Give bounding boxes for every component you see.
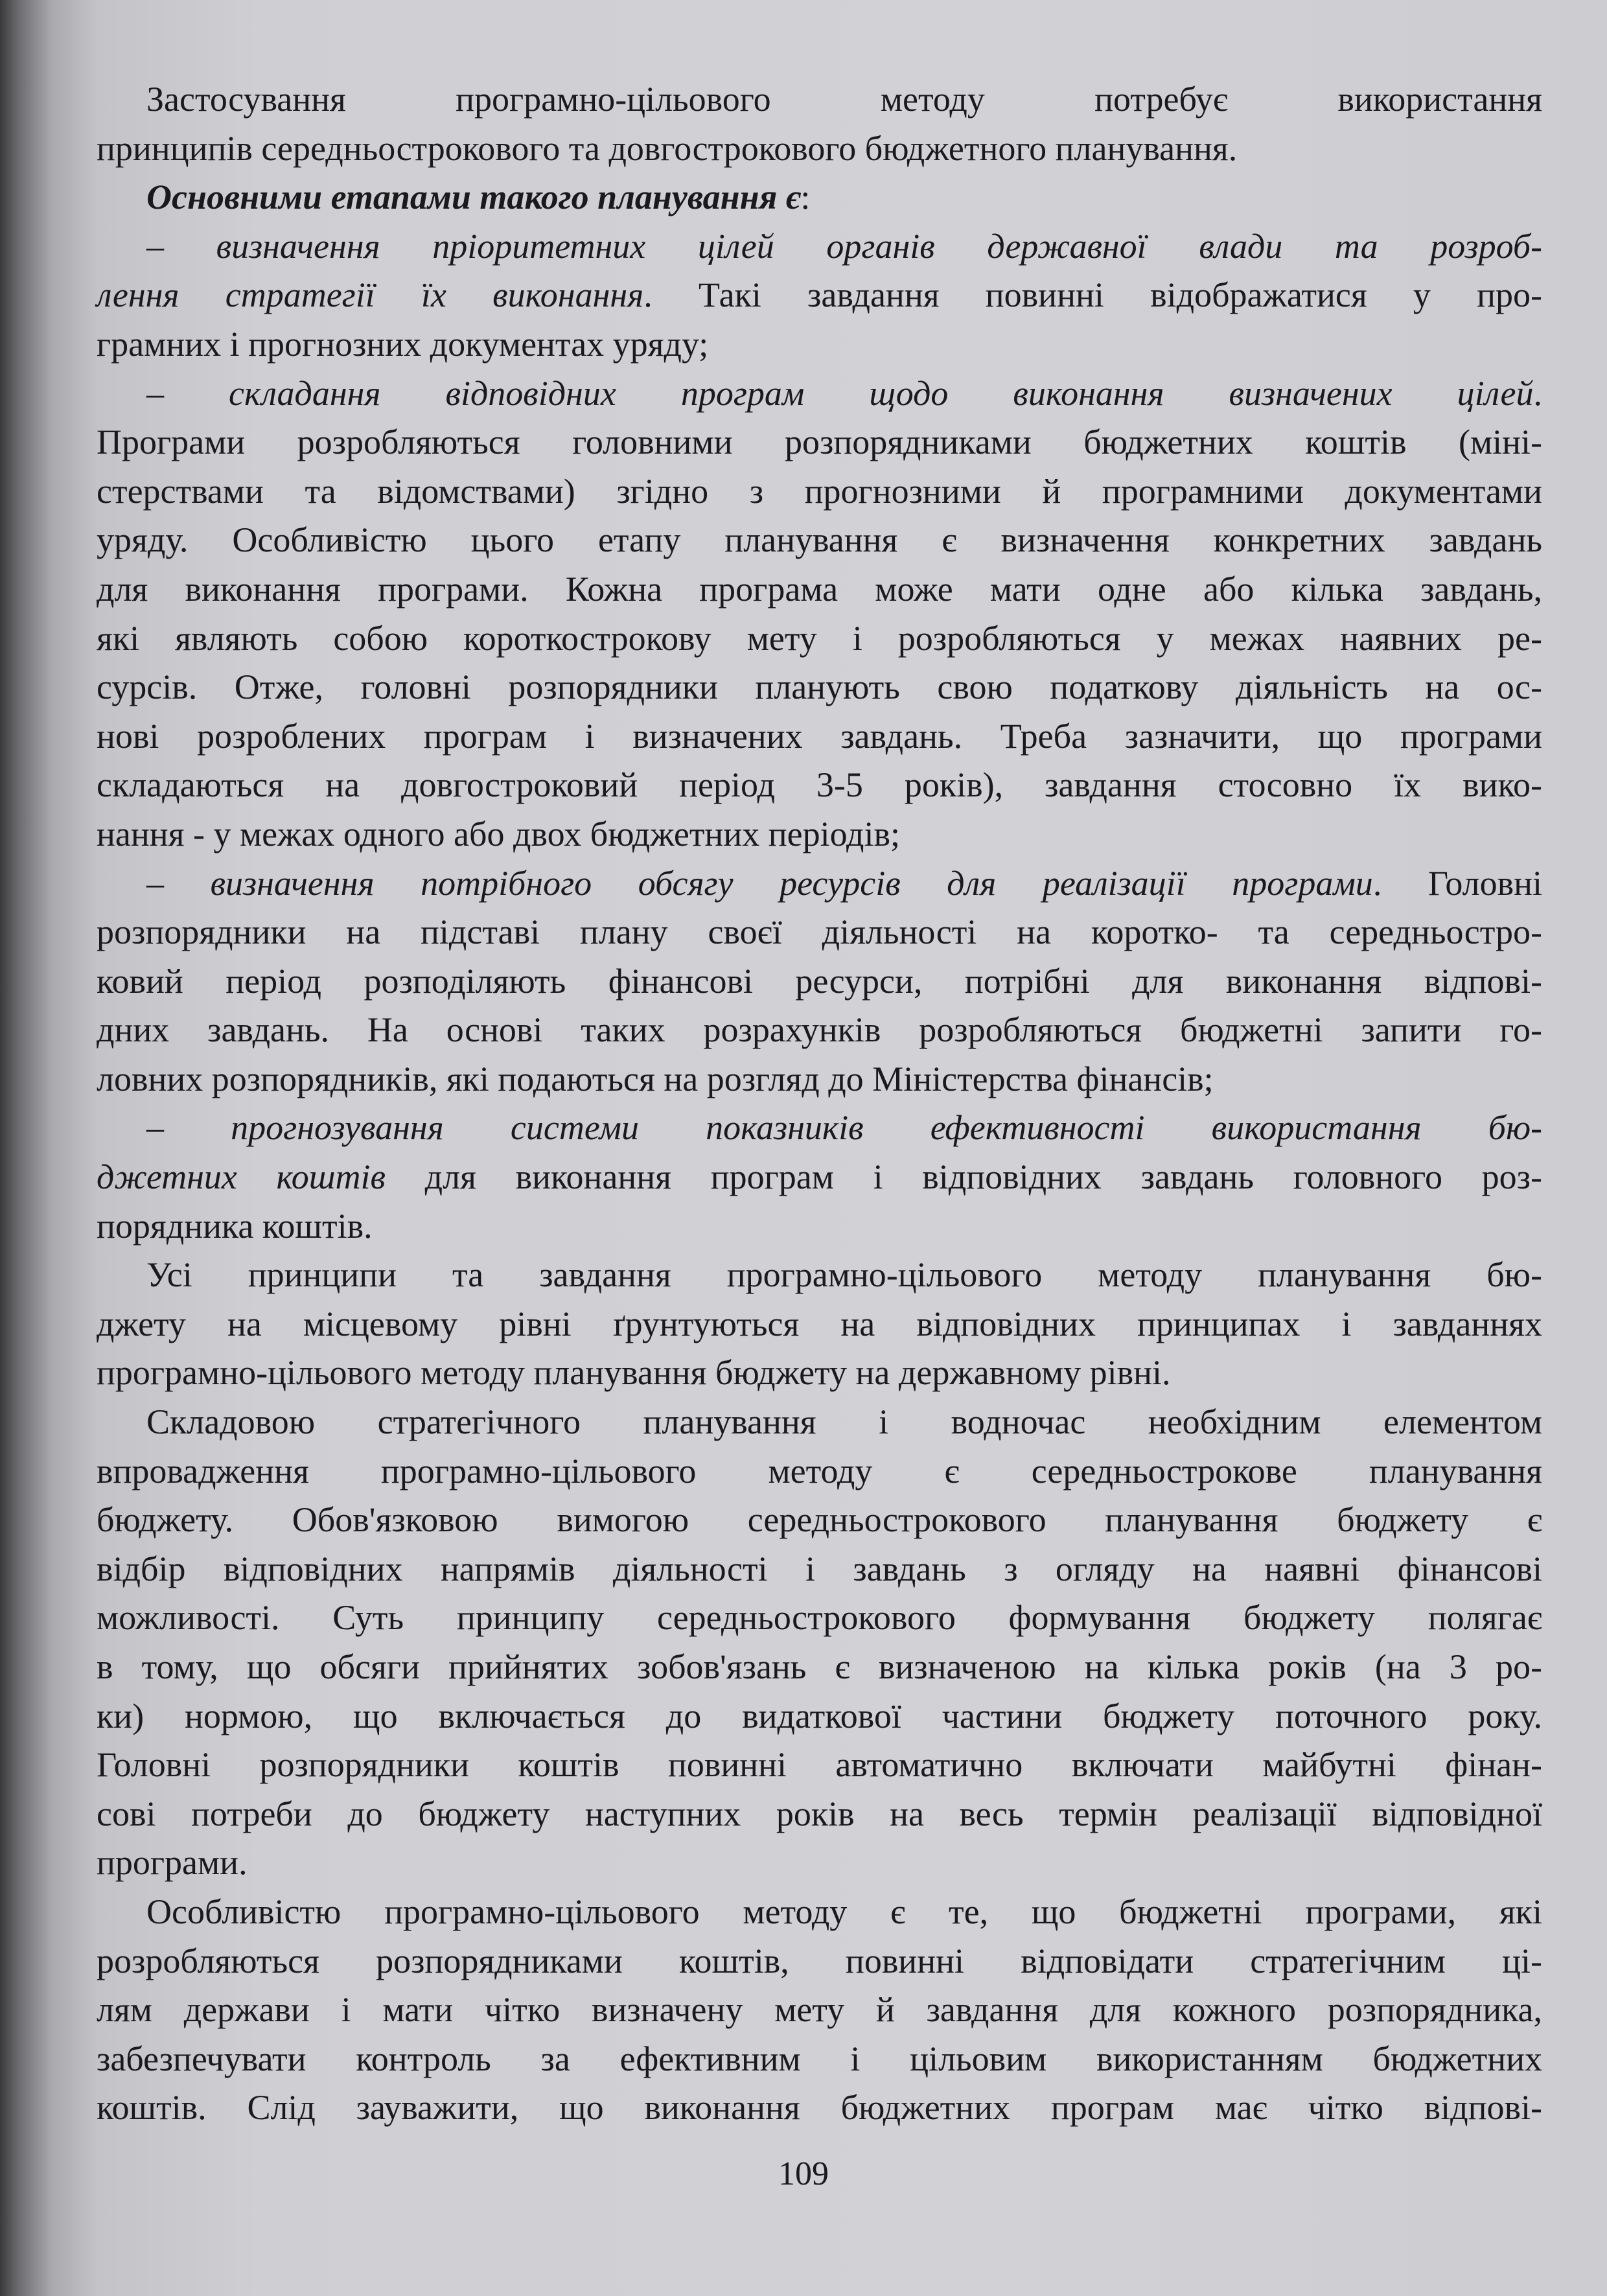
text-line <box>97 1202 1542 1251</box>
text-line <box>97 2035 1542 2084</box>
text-segment: розпорядники на підставі плану своєї діяльності на коротко- та середньостро- <box>97 912 1542 952</box>
text-segment: бюджету. Обов'язковою вимогою середньострокового планування бюджету є <box>97 1500 1542 1540</box>
text-segment: лям держави і мати чітко визначену мету й завдання для кожного розпорядника, <box>97 1990 1542 2030</box>
text-segment: програми. <box>97 1843 248 1883</box>
text-segment: Програми розробляються головними розпорядниками бюджетних коштів (міні- <box>97 423 1542 462</box>
text-segment: які являють собою короткострокову мету і розробляються у межах наявних ре- <box>97 618 1542 658</box>
text-segment: складаються на довгостроковий період 3-5 років), завдання стосовно їх вико- <box>97 765 1542 805</box>
text-segment: відбір відповідних напрямів діяльності і завдань з огляду на наявні фінансові <box>97 1549 1542 1588</box>
text-segment: сові потреби до бюджету наступних років на весь термін реалізації відповідної <box>97 1794 1542 1833</box>
italic-text-segment: лення стратегії їх виконання <box>97 275 644 315</box>
text-line <box>97 1447 1542 1496</box>
text-line <box>97 1692 1542 1741</box>
text-line <box>97 369 1542 419</box>
text-line <box>97 1153 1542 1202</box>
text-segment: ки) нормою, що включається до видаткової частини бюджету поточного року. <box>97 1696 1542 1735</box>
text-segment: Складовою стратегічного планування і водночас необхідним елементом <box>146 1402 1542 1442</box>
text-segment: грамних і прогнозних документах уряду; <box>97 324 709 364</box>
text-line <box>97 663 1542 712</box>
text-segment: Застосування програмно-цільового методу потребує використання <box>146 80 1542 119</box>
text-line <box>97 1104 1542 1153</box>
text-line <box>97 957 1542 1006</box>
text-segment: : <box>800 178 811 217</box>
text-line <box>97 614 1542 664</box>
text-segment: уряду. Особливістю цього етапу планування є визначення конкретних завдань <box>97 520 1542 560</box>
text-line <box>97 173 1542 222</box>
text-line <box>97 1790 1542 1839</box>
text-line <box>97 1496 1542 1545</box>
text-segment: . Такі завдання повинні відображатися у про- <box>643 275 1542 315</box>
text-line <box>97 1545 1542 1594</box>
text-segment: ловних розпорядників, які подаються на розгляд до Міністерства фінансів; <box>97 1059 1214 1098</box>
text-segment: Головні розпорядники коштів повинні автоматично включати майбутні фінан- <box>97 1745 1542 1785</box>
text-line <box>97 320 1542 369</box>
text-line <box>97 1838 1542 1888</box>
text-segment: впровадження програмно-цільового методу є середньострокове планування <box>97 1451 1542 1490</box>
text-segment: принципів середньострокового та довгострокового бюджетного планування. <box>97 128 1238 168</box>
text-line <box>97 1398 1542 1447</box>
italic-text-segment: – визначення пріоритетних цілей органів державної влади та розроб- <box>146 226 1542 266</box>
text-line <box>97 1741 1542 1790</box>
text-segment: стерствами та відомствами) згідно з прогнозними й програмними документами <box>97 471 1542 511</box>
text-line <box>97 222 1542 272</box>
text-segment: Особливістю програмно-цільового методу є те, що бюджетні програми, які <box>146 1892 1542 1931</box>
text-segment: Усі принципи та завдання програмно-цільового методу планування бю- <box>146 1255 1542 1295</box>
italic-text-segment: джетних коштів <box>97 1157 386 1197</box>
text-segment: забезпечувати контроль за ефективним і цільовим використанням бюджетних <box>97 2039 1542 2078</box>
text-segment: дних завдань. На основі таких розрахунків розробляються бюджетні запити го- <box>97 1010 1542 1050</box>
text-line <box>97 1888 1542 1937</box>
text-segment: розробляються розпорядниками коштів, повинні відповідати стратегічним ці- <box>97 1941 1542 1980</box>
text-line <box>97 1986 1542 2035</box>
text-line <box>97 75 1542 124</box>
text-line <box>97 565 1542 614</box>
bold-italic-text-segment: Основними етапами такого планування є <box>146 178 801 217</box>
italic-text-segment: – складання відповідних програм щодо виконання визначених цілей <box>146 373 1534 413</box>
text-line <box>97 810 1542 859</box>
text-segment: сурсів. Отже, головні розпорядники планують свою податкову діяльність на ос- <box>97 667 1542 707</box>
text-segment: можливості. Суть принципу середньострокового формування бюджету полягає <box>97 1598 1542 1638</box>
text-segment: джету на місцевому рівні ґрунтуються на відповідних принципах і завданнях <box>97 1304 1542 1343</box>
text-line <box>97 1937 1542 1986</box>
page-body-text <box>97 75 1542 2133</box>
text-segment: ковий період розподіляють фінансові ресурси, потрібні для виконання відпові- <box>97 961 1542 1001</box>
text-segment: програмно-цільового методу планування бюджету на державному рівні. <box>97 1353 1171 1393</box>
text-line <box>97 516 1542 565</box>
text-line <box>97 1594 1542 1643</box>
text-segment: . Головні <box>1372 863 1542 903</box>
text-line <box>97 467 1542 516</box>
text-line <box>97 271 1542 320</box>
text-line <box>97 418 1542 467</box>
text-segment: в тому, що обсяги прийнятих зобов'язань є визначеною на кілька років (на 3 ро- <box>97 1647 1542 1686</box>
italic-text-segment: – визначення потрібного обсягу ресурсів для реалізації програми <box>146 863 1373 903</box>
text-line <box>97 712 1542 761</box>
text-segment: . <box>1533 373 1542 413</box>
italic-text-segment: – прогнозування системи показників ефективності використання бю- <box>146 1108 1542 1148</box>
text-line <box>97 1251 1542 1300</box>
text-line <box>97 1349 1542 1398</box>
text-line <box>97 761 1542 810</box>
text-line <box>97 1643 1542 1692</box>
text-segment: нові розроблених програм і визначених завдань. Треба зазначити, що програми <box>97 716 1542 756</box>
page-number: 109 <box>778 2155 829 2192</box>
text-line <box>97 124 1542 174</box>
text-segment: для виконання програми. Кожна програма може мати одне або кілька завдань, <box>97 569 1542 609</box>
text-segment: нання - у межах одного або двох бюджетних періодів; <box>97 814 901 853</box>
text-segment: для виконання програм і відповідних завдань головного роз- <box>385 1157 1542 1197</box>
text-line <box>97 1006 1542 1055</box>
text-line <box>97 908 1542 957</box>
text-line <box>97 1055 1542 1104</box>
text-line <box>97 859 1542 909</box>
text-line <box>97 1300 1542 1349</box>
text-segment: коштів. Слід зауважити, що виконання бюджетних програм має чітко відпові- <box>97 2088 1542 2128</box>
text-segment: порядника коштів. <box>97 1206 373 1246</box>
text-line <box>97 2083 1542 2133</box>
